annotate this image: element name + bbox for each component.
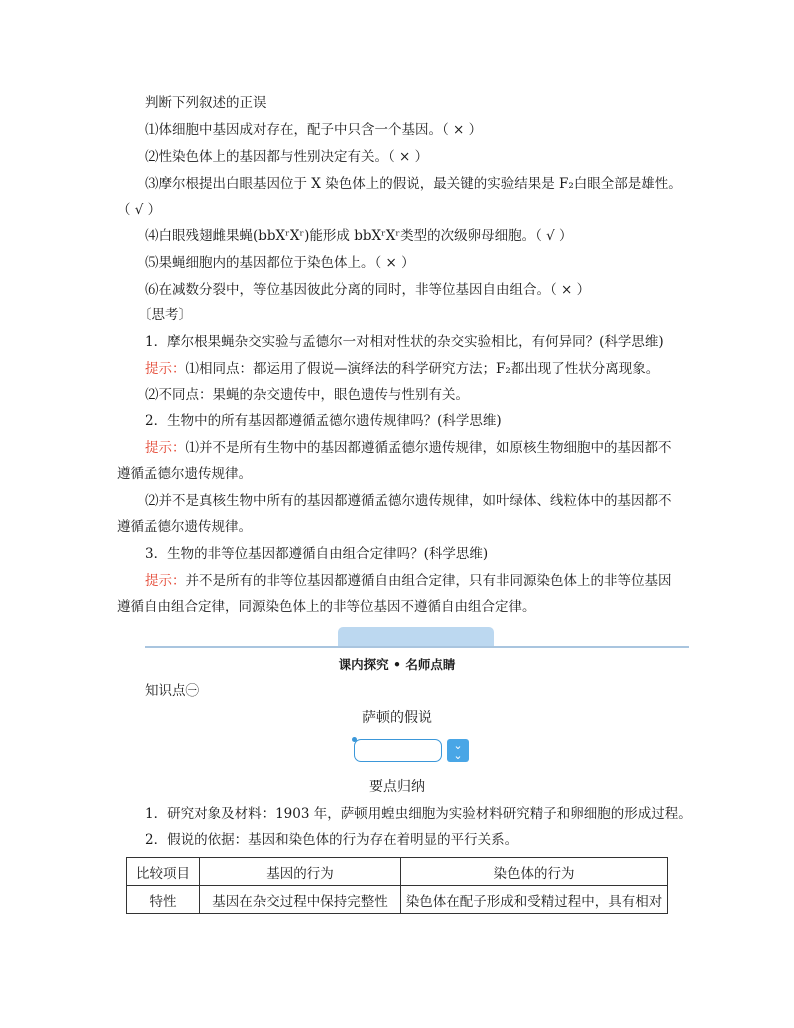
question-2-tip-cont: 遵循孟德尔遗传规律。: [117, 466, 252, 482]
question-2-tip-b: ⑵并不是真核生物中所有的基因都遵循孟德尔遗传规律，如叶绿体、线粒体中的基因都不: [145, 493, 672, 509]
table-header-cell: 基因的行为: [200, 858, 401, 886]
table-cell: 特性: [127, 886, 200, 914]
table-header-cell: 染色体的行为: [401, 858, 668, 886]
subsection-title: 萨顿的假说: [362, 710, 432, 726]
think-label: 〔思考〕: [138, 307, 192, 323]
table-header-row: [127, 858, 668, 886]
question-3: 3．生物的非等位基因都遵循自由组合定律吗？(科学思维): [145, 546, 489, 562]
section-title: 课内探究 • 名师点睛: [338, 657, 456, 672]
question-1: 1．摩尔根果蝇杂交实验与孟德尔一对相对性状的杂交实验相比，有何异同？(科学思维): [145, 334, 664, 350]
judgment-6: ⑹在减数分裂中，等位基因彼此分离的同时，非等位基因自由组合。（ × ）: [145, 282, 591, 298]
section-banner-tab: [338, 627, 494, 646]
question-3-tip: [145, 572, 672, 590]
tip-text: ⑴相同点：都运用了假说—演绎法的科学研究方法；F₂都出现了性状分离现象。: [185, 361, 660, 377]
tip-text: 并不是所有的非等位基因都遵循自由组合定律，只有非同源染色体上的非等位基因: [185, 573, 672, 589]
tip-label: 提示：: [145, 361, 186, 377]
judgment-2: ⑵性染色体上的基因都与性别决定有关。（ × ）: [145, 149, 429, 165]
question-1-tip: [145, 360, 659, 378]
table-cell: 基因在杂交过程中保持完整性: [200, 886, 401, 914]
table-row: [127, 886, 668, 914]
point-1: 1．研究对象及材料：1903 年，萨顿用蝗虫细胞为实验材料研究精子和卵细胞的形成过程。: [145, 806, 692, 822]
answer-box[interactable]: [354, 739, 442, 762]
tip-label: 提示：: [145, 573, 186, 589]
judgment-5: ⑸果蝇细胞内的基因都位于染色体上。（ × ）: [145, 255, 415, 271]
question-3-tip-cont: 遵循自由组合定律，同源染色体上的非等位基因不遵循自由组合定律。: [117, 599, 536, 615]
point-2: 2．假说的依据：基因和染色体的行为存在着明显的平行关系。: [145, 832, 519, 848]
question-1-tip-b: ⑵不同点：果蝇的杂交遗传中，眼色遗传与性别有关。: [145, 387, 469, 403]
judgment-4: ⑷白眼残翅雌果蝇(bbXʳXʳ)能形成 bbXʳXʳ类型的次级卵母细胞。（ √ ）: [145, 228, 573, 244]
section-banner-rule: [145, 646, 689, 648]
question-2: 2．生物中的所有基因都遵循孟德尔遗传规律吗？(科学思维): [145, 413, 502, 429]
tip-label: 提示：: [145, 440, 186, 456]
table-header-cell: 比较项目: [127, 858, 200, 886]
summary-title: 要点归纳: [369, 779, 425, 795]
question-2-tip: [145, 439, 672, 457]
judgment-3: ⑶摩尔根提出白眼基因位于 X 染色体上的假说，最关键的实验结果是 F₂白眼全部是雄性。: [145, 176, 682, 192]
question-2-tip-b-cont: 遵循孟德尔遗传规律。: [117, 519, 252, 535]
section-heading: 判断下列叙述的正误: [145, 95, 267, 111]
double-chevron-down-icon[interactable]: ⌄ ⌄: [447, 739, 469, 762]
knowledge-point-label: 知识点㊀: [145, 683, 199, 699]
judgment-1: ⑴体细胞中基因成对存在，配子中只含一个基因。（ × ）: [145, 122, 483, 138]
table-cell: 染色体在配子形成和受精过程中，具有相对: [401, 886, 668, 914]
comparison-table: [126, 857, 668, 914]
tip-text: ⑴并不是所有生物中的基因都遵循孟德尔遗传规律，如原核生物细胞中的基因都不: [185, 440, 672, 456]
judgment-3-answer: （ √ ）: [117, 202, 162, 218]
